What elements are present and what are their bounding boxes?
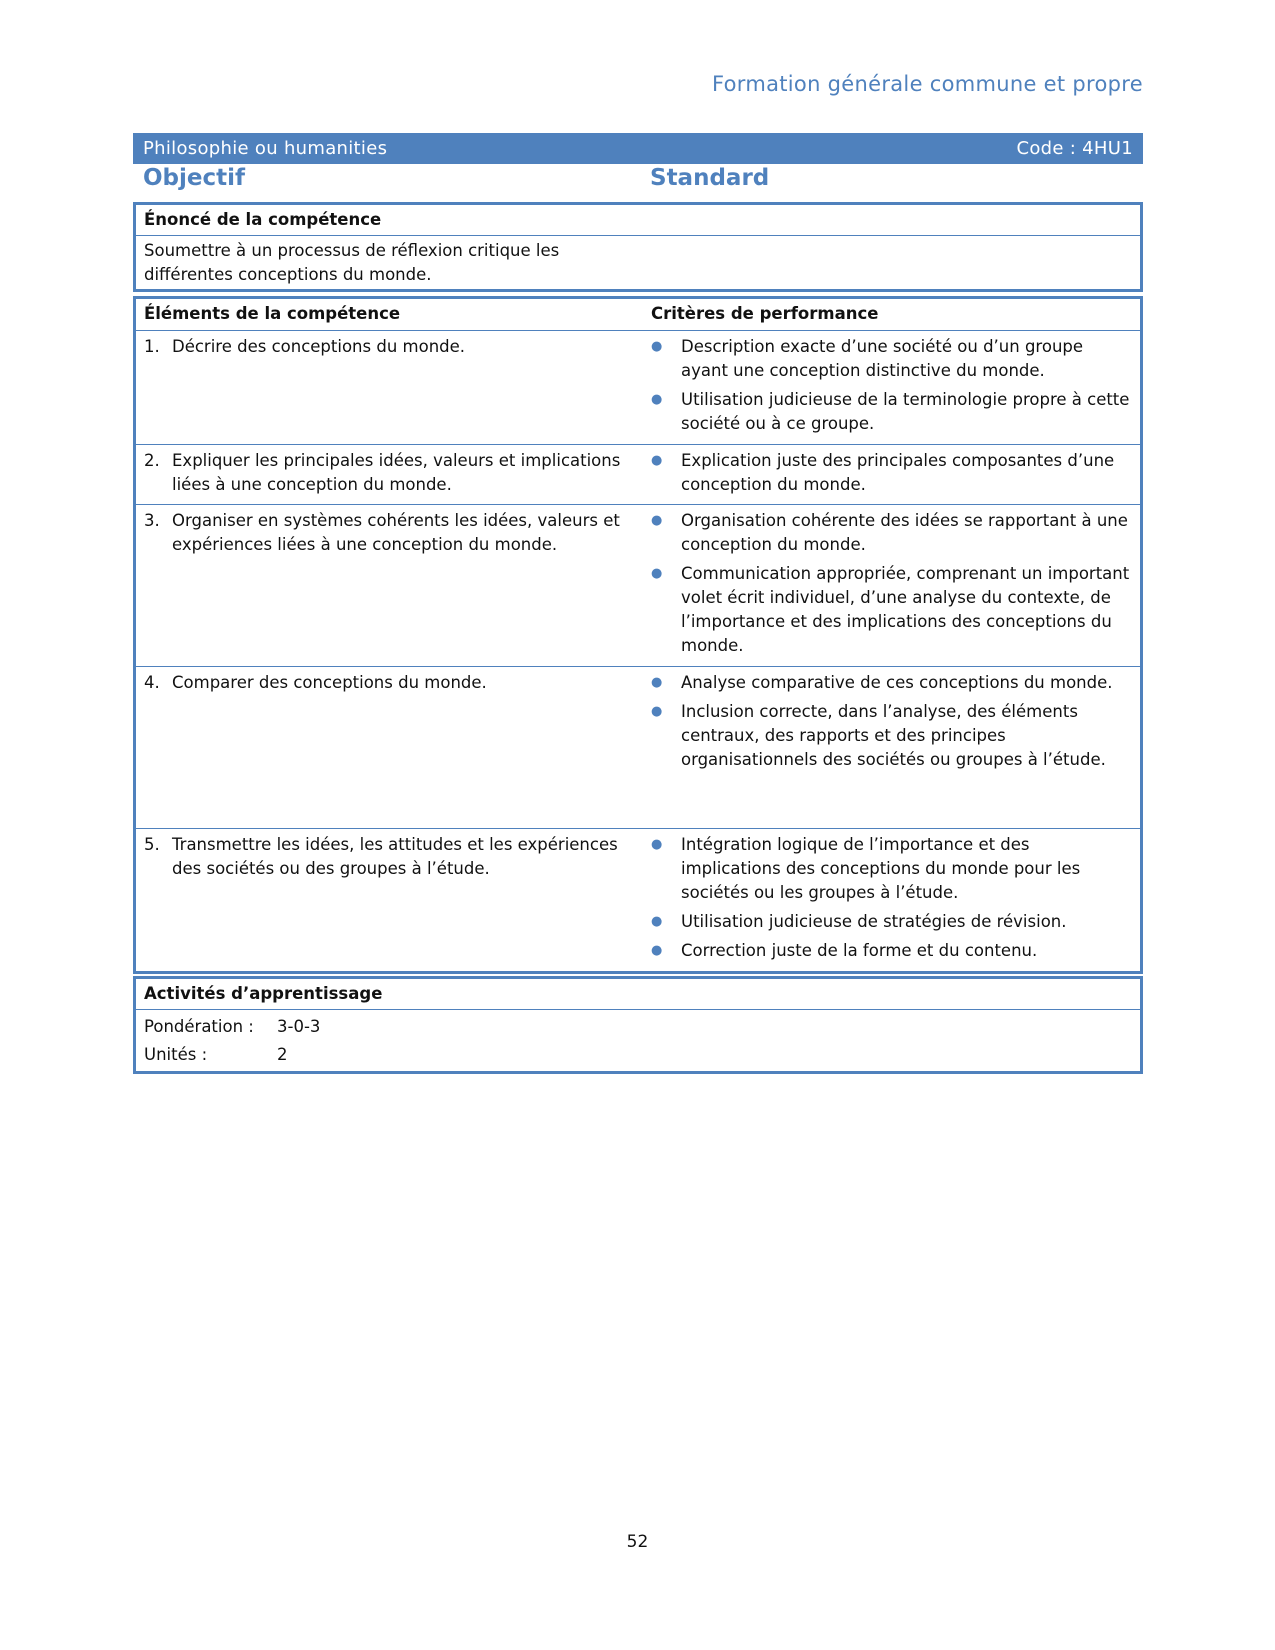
element-number: 5. [144, 835, 160, 854]
criteria-item [651, 939, 1132, 963]
element-text: Expliquer les principales idées, valeurs et implications liées à une conception du monde. [172, 451, 621, 494]
element-number: 1. [144, 337, 160, 356]
criteria-item [651, 671, 1132, 695]
running-header: Formation générale commune et propre [711, 72, 1143, 96]
criteria-cell [641, 505, 1140, 666]
criteria-text: Utilisation judicieuse de la terminologie propre à cette société ou à ce groupe. [681, 390, 1130, 433]
course-bar [133, 133, 1143, 164]
enonce-title: Énoncé de la compétence [136, 205, 1140, 236]
element-cell [136, 445, 641, 504]
course-code: Code : 4HU1 [1016, 137, 1133, 159]
element-number: 3. [144, 511, 160, 530]
criteria-item [651, 449, 1132, 497]
criteria-item [651, 562, 1132, 658]
ponderation-label: Pondération : [144, 1017, 254, 1036]
activites-details [136, 1010, 1140, 1072]
bullet-icon: ● [651, 566, 663, 581]
bullet-icon: ● [651, 339, 663, 354]
table-row [136, 829, 1140, 971]
criteria-cell [641, 667, 1140, 828]
element-cell [136, 505, 641, 666]
criteria-text: Utilisation judicieuse de stratégies de révision. [681, 912, 1067, 931]
criteria-item [651, 388, 1132, 436]
bullet-icon: ● [651, 704, 663, 719]
bullet-icon: ● [651, 837, 663, 852]
bullet-icon: ● [651, 453, 663, 468]
bullet-icon: ● [651, 513, 663, 528]
table-row [136, 445, 1140, 505]
enonce-text: Soumettre à un processus de réflexion critique les différentes conceptions du monde. [144, 241, 560, 284]
bullet-icon: ● [651, 943, 663, 958]
table-header [136, 299, 1140, 331]
criteria-item [651, 335, 1132, 383]
criteria-text: Description exacte d’une société ou d’un groupe ayant une conception distinctive du monde. [681, 337, 1084, 380]
unites-value: 2 [277, 1045, 288, 1064]
bullet-icon: ● [651, 675, 663, 690]
criteria-text: Organisation cohérente des idées se rapportant à une conception du monde. [681, 511, 1128, 554]
table-row [136, 667, 1140, 829]
col-criteres: Critères de performance [651, 304, 879, 323]
element-cell [136, 667, 641, 828]
col-elements: Éléments de la compétence [144, 304, 401, 323]
table-row [136, 505, 1140, 667]
objectif-heading: Objectif [143, 165, 246, 191]
enonce-box [133, 202, 1143, 292]
element-cell [136, 331, 641, 444]
element-text: Comparer des conceptions du monde. [172, 673, 487, 692]
element-number: 2. [144, 451, 160, 470]
bullet-icon: ● [651, 392, 663, 407]
criteria-text: Intégration logique de l’importance et des implications des conceptions du monde pour les sociétés ou les groupes à l’étude. [681, 835, 1081, 902]
criteria-text: Correction juste de la forme et du contenu. [681, 941, 1038, 960]
criteria-text: Analyse comparative de ces conceptions du monde. [681, 673, 1113, 692]
bullet-icon: ● [651, 914, 663, 929]
table-row [136, 331, 1140, 445]
criteria-item [651, 700, 1132, 772]
standard-heading: Standard [650, 165, 770, 191]
page-number: 52 [626, 1532, 649, 1552]
unites-label: Unités : [144, 1045, 208, 1064]
criteria-text: Communication appropriée, comprenant un important volet écrit individuel, d’une analyse du contexte, de l’importance et des implications des conceptions du monde. [681, 564, 1130, 655]
element-text: Transmettre les idées, les attitudes et les expériences des sociétés ou des groupes à l’étude. [172, 835, 618, 878]
element-number: 4. [144, 673, 160, 692]
criteria-cell [641, 445, 1140, 504]
criteria-item [651, 910, 1132, 934]
criteria-cell [641, 331, 1140, 444]
criteria-text: Explication juste des principales composantes d’une conception du monde. [681, 451, 1115, 494]
course-name: Philosophie ou humanities [143, 137, 388, 159]
competence-table [133, 296, 1143, 974]
element-text: Décrire des conceptions du monde. [172, 337, 466, 356]
activites-title: Activités d’apprentissage [136, 979, 1140, 1010]
ponderation-value: 3-0-3 [277, 1017, 321, 1036]
activites-box [133, 976, 1143, 1074]
element-cell [136, 829, 641, 971]
criteria-text: Inclusion correcte, dans l’analyse, des éléments centraux, des rapports et des principes organisationnels des sociétés ou groupes à l’étude. [681, 702, 1106, 769]
element-text: Organiser en systèmes cohérents les idées, valeurs et expériences liées à une conception du monde. [172, 511, 620, 554]
criteria-cell [641, 829, 1140, 971]
criteria-item [651, 833, 1132, 905]
criteria-item [651, 509, 1132, 557]
